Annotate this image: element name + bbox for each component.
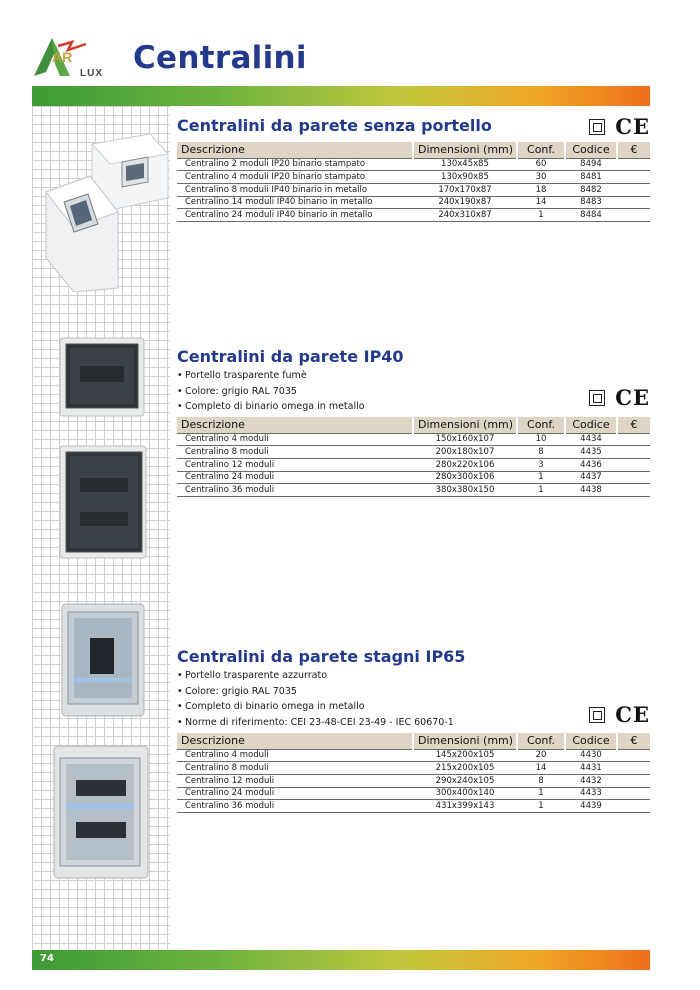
page-number: 74 (40, 953, 54, 964)
feature-item: • Portello trasparente fumè (177, 368, 650, 384)
ce-mark-icon: CE (615, 114, 650, 139)
table-header-row (177, 142, 650, 158)
row-dimensions: 280x300x106 (413, 471, 517, 484)
table-row (177, 787, 650, 800)
row-dimensions: 130x90x85 (413, 171, 517, 184)
product-image-ip65-small (60, 602, 148, 718)
row-code: 8484 (565, 209, 617, 222)
table-row (177, 446, 650, 459)
row-dimensions: 215x200x105 (413, 762, 517, 775)
double-insulation-icon (589, 707, 605, 723)
row-price (617, 171, 650, 184)
feature-item: • Portello trasparente azzurrato (177, 668, 650, 684)
header-color-bar (32, 86, 650, 106)
feature-item: • Completo di binario omega in metallo (177, 399, 650, 415)
svg-text:LUX: LUX (80, 68, 103, 79)
col-description-header: Descrizione (177, 733, 413, 749)
table-row (177, 158, 650, 171)
section-ip65 (177, 647, 650, 817)
section-ip40 (177, 347, 650, 502)
row-code: 4430 (565, 749, 617, 762)
row-price (617, 484, 650, 497)
row-price (617, 446, 650, 459)
feature-list (177, 368, 650, 415)
row-code: 4435 (565, 446, 617, 459)
table-row (177, 209, 650, 222)
double-insulation-icon (589, 119, 605, 135)
row-description: Centralino 12 moduli (177, 774, 413, 787)
double-insulation-icon (589, 390, 605, 406)
table-row (177, 762, 650, 775)
product-image-ip65-large (52, 744, 150, 880)
row-price (617, 787, 650, 800)
row-code: 4439 (565, 800, 617, 813)
row-description: Centralino 4 moduli (177, 749, 413, 762)
row-pack: 14 (517, 196, 565, 209)
feature-list (177, 668, 650, 730)
row-code: 4438 (565, 484, 617, 497)
table-row (177, 171, 650, 184)
col-pack-header: Conf. (517, 733, 565, 749)
row-description: Centralino 8 moduli (177, 446, 413, 459)
row-pack: 30 (517, 171, 565, 184)
row-code: 8483 (565, 196, 617, 209)
table-row (177, 183, 650, 196)
row-code: 8494 (565, 158, 617, 171)
row-description: Centralino 8 moduli IP40 binario in metallo (177, 183, 413, 196)
col-dimensions-header: Dimensioni (mm) (413, 417, 517, 433)
col-pack-header: Conf. (517, 417, 565, 433)
col-price-header: € (617, 733, 650, 749)
product-image-ip40-large (58, 444, 150, 562)
row-pack: 1 (517, 787, 565, 800)
row-price (617, 183, 650, 196)
row-dimensions: 290x240x105 (413, 774, 517, 787)
row-code: 4433 (565, 787, 617, 800)
row-dimensions: 170x170x87 (413, 183, 517, 196)
product-table (177, 142, 650, 222)
col-description-header: Descrizione (177, 417, 413, 433)
product-image-ip40-small (58, 334, 148, 418)
row-price (617, 800, 650, 813)
section-title: Centralini da parete IP40 (177, 347, 404, 366)
table-row (177, 196, 650, 209)
row-code: 4434 (565, 433, 617, 446)
row-description: Centralino 14 moduli IP40 binario in metallo (177, 196, 413, 209)
row-code: 4432 (565, 774, 617, 787)
row-pack: 1 (517, 471, 565, 484)
table-row (177, 484, 650, 497)
row-price (617, 458, 650, 471)
row-pack: 1 (517, 484, 565, 497)
row-description: Centralino 8 moduli (177, 762, 413, 775)
row-pack: 1 (517, 800, 565, 813)
col-code-header: Codice (565, 733, 617, 749)
row-description: Centralino 4 moduli IP20 binario stampato (177, 171, 413, 184)
row-price (617, 196, 650, 209)
row-pack: 1 (517, 209, 565, 222)
row-dimensions: 280x220x106 (413, 458, 517, 471)
col-code-header: Codice (565, 417, 617, 433)
row-description: Centralino 36 moduli (177, 484, 413, 497)
row-pack: 18 (517, 183, 565, 196)
row-code: 8481 (565, 171, 617, 184)
row-price (617, 471, 650, 484)
certification-marks (589, 116, 650, 137)
row-code: 4437 (565, 471, 617, 484)
product-image-no-door (42, 132, 170, 292)
table-header-row (177, 733, 650, 749)
ar-lux-logo (30, 32, 122, 80)
section-title: Centralini da parete senza portello (177, 116, 492, 135)
col-code-header: Codice (565, 142, 617, 158)
col-dimensions-header: Dimensioni (mm) (413, 733, 517, 749)
row-dimensions: 431x399x143 (413, 800, 517, 813)
row-dimensions: 380x380x150 (413, 484, 517, 497)
row-pack: 8 (517, 446, 565, 459)
row-description: Centralino 24 moduli IP40 binario in metallo (177, 209, 413, 222)
row-price (617, 209, 650, 222)
row-pack: 14 (517, 762, 565, 775)
row-price (617, 433, 650, 446)
certification-marks (589, 387, 650, 408)
feature-item: • Completo di binario omega in metallo (177, 699, 650, 715)
row-dimensions: 240x310x87 (413, 209, 517, 222)
row-description: Centralino 36 moduli (177, 800, 413, 813)
row-code: 4436 (565, 458, 617, 471)
row-price (617, 158, 650, 171)
product-table (177, 417, 650, 497)
table-row (177, 471, 650, 484)
row-pack: 60 (517, 158, 565, 171)
feature-item: • Colore: grigio RAL 7035 (177, 684, 650, 700)
row-price (617, 762, 650, 775)
row-code: 8482 (565, 183, 617, 196)
row-dimensions: 240x190x87 (413, 196, 517, 209)
table-row (177, 433, 650, 446)
row-dimensions: 150x160x107 (413, 433, 517, 446)
row-dimensions: 300x400x140 (413, 787, 517, 800)
feature-item: • Colore: grigio RAL 7035 (177, 384, 650, 400)
row-price (617, 749, 650, 762)
row-description: Centralino 2 moduli IP20 binario stampato (177, 158, 413, 171)
ce-mark-icon: CE (615, 385, 650, 410)
table-row (177, 749, 650, 762)
row-pack: 20 (517, 749, 565, 762)
table-row (177, 774, 650, 787)
row-price (617, 774, 650, 787)
row-description: Centralino 4 moduli (177, 433, 413, 446)
row-description: Centralino 24 moduli (177, 787, 413, 800)
row-pack: 10 (517, 433, 565, 446)
section-title: Centralini da parete stagni IP65 (177, 647, 466, 666)
section-no-door (177, 116, 650, 226)
table-row (177, 800, 650, 813)
col-price-header: € (617, 417, 650, 433)
row-description: Centralino 12 moduli (177, 458, 413, 471)
svg-text:AR: AR (52, 49, 73, 65)
product-table (177, 733, 650, 813)
footer-color-bar (32, 950, 650, 970)
row-dimensions: 200x180x107 (413, 446, 517, 459)
row-pack: 8 (517, 774, 565, 787)
row-dimensions: 145x200x105 (413, 749, 517, 762)
col-description-header: Descrizione (177, 142, 413, 158)
col-pack-header: Conf. (517, 142, 565, 158)
ce-mark-icon: CE (615, 702, 650, 727)
page-title: Centralini (133, 40, 307, 76)
table-header-row (177, 417, 650, 433)
feature-item: • Norme di riferimento: CEI 23-48-CEI 23-49 - IEC 60670-1 (177, 715, 650, 731)
certification-marks (589, 704, 650, 725)
row-pack: 3 (517, 458, 565, 471)
col-dimensions-header: Dimensioni (mm) (413, 142, 517, 158)
table-row (177, 458, 650, 471)
row-dimensions: 130x45x85 (413, 158, 517, 171)
row-code: 4431 (565, 762, 617, 775)
col-price-header: € (617, 142, 650, 158)
row-description: Centralino 24 moduli (177, 471, 413, 484)
